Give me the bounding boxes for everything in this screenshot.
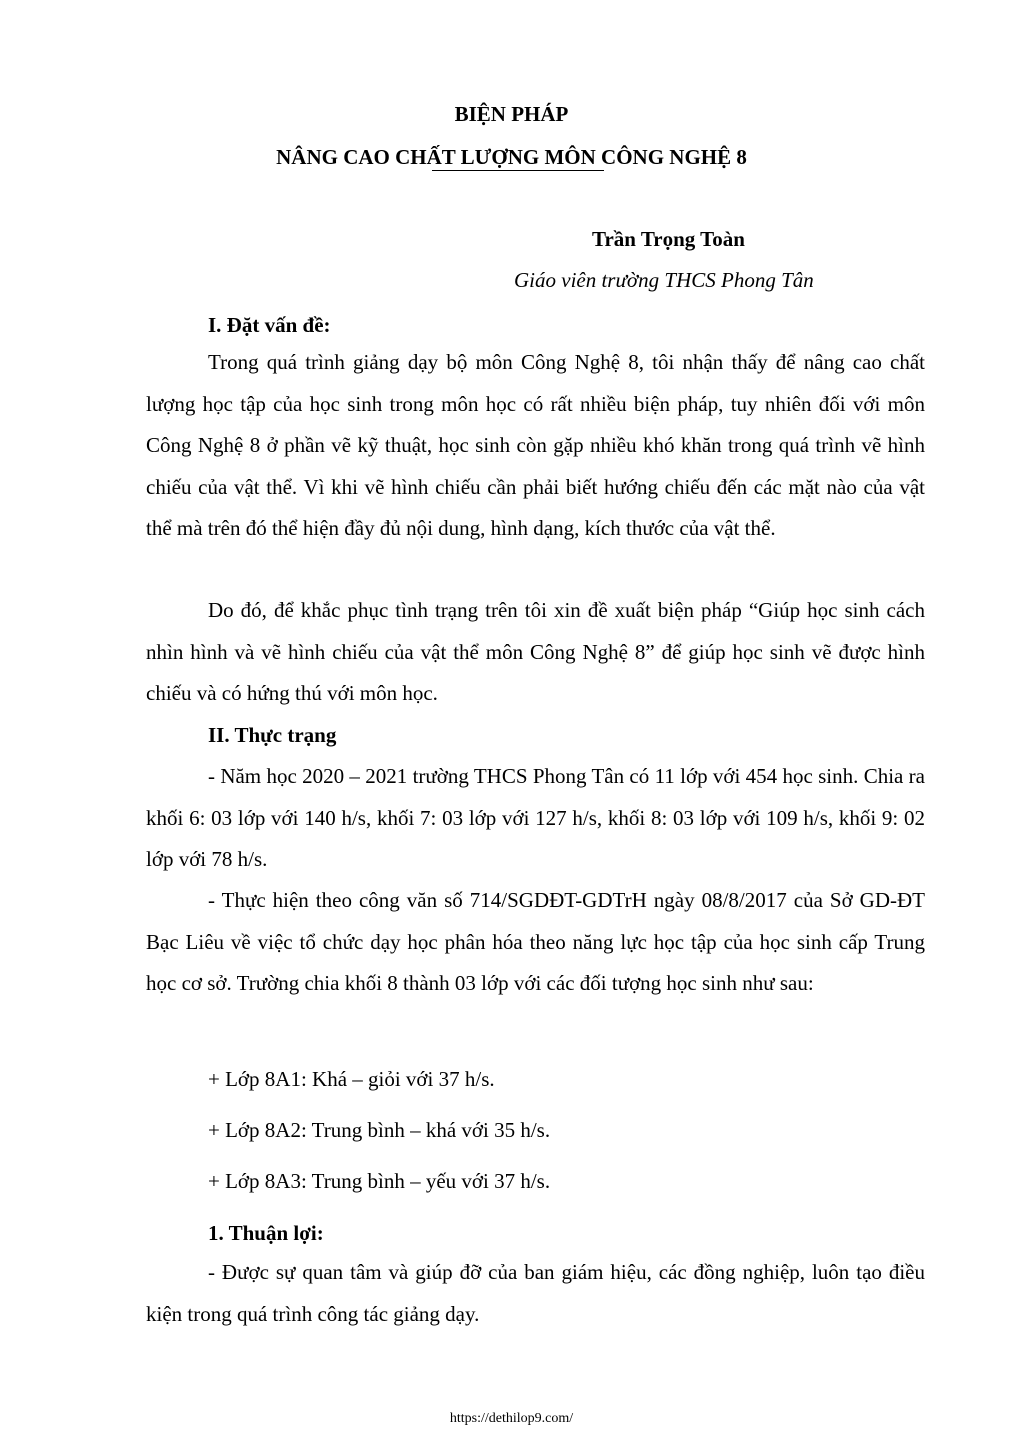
intro-paragraph-1: Trong quá trình giảng dạy bộ môn Công Nghệ 8, tôi nhận thấy để nâng cao chất lượng học tập của học sinh trong môn học có rất nhiều biện pháp, tuy nhiên đối với môn Công Nghệ 8 ở phần vẽ kỹ thuật, học sinh còn gặp nhiều khó khăn trong quá trình vẽ hình chiếu của vật thể. Vì khi vẽ hình chiếu cần phải biết hướng chiếu đến các mặt nào của vật thể mà trên đó thể hiện đầy đủ nội dung, hình dạng, kích thước của vật thể.	[146, 350, 925, 541]
class-item-8a2: + Lớp 8A2: Trung bình – khá với 35 h/s.	[208, 1118, 551, 1142]
section-heading-intro: I. Đặt vấn đề:	[208, 313, 331, 337]
author-name: Trần Trọng Toàn	[592, 227, 745, 251]
status-paragraph-2: - Thực hiện theo công văn số 714/SGDĐT-GDTrH ngày 08/8/2017 của Sở GD-ĐT Bạc Liêu về việc tổ chức dạy học phân hóa theo năng lực học tập của học sinh cấp Trung học cơ sở. Trường chia khối 8 thành 03 lớp với các đối tượng học sinh như sau:	[146, 888, 925, 996]
doc-title-line2: NÂNG CAO CHẤT LƯỢNG MÔN CÔNG NGHỆ 8	[276, 145, 747, 169]
author-affiliation: Giáo viên trường THCS Phong Tân	[514, 268, 814, 292]
class-item-8a1: + Lớp 8A1: Khá – giỏi với 37 h/s.	[208, 1067, 495, 1091]
status-paragraph-1: - Năm học 2020 – 2021 trường THCS Phong Tân có 11 lớp với 454 học sinh. Chia ra khối 6: 03 lớp với 140 h/s, khối 7: 03 lớp với 127 h/s, khối 8: 03 lớp với 109 h/s, khối 9: 02 lớp với 78 h/s.	[146, 764, 925, 872]
title-underline	[432, 170, 604, 171]
class-item-8a3: + Lớp 8A3: Trung bình – yếu với 37 h/s.	[208, 1169, 551, 1193]
subsection-heading-advantages: 1. Thuận lợi:	[208, 1221, 324, 1245]
intro-paragraph-2: Do đó, để khắc phục tình trạng trên tôi xin đề xuất biện pháp “Giúp học sinh cách nhìn hình và vẽ hình chiếu của vật thể môn Công Nghệ 8” để giúp học sinh vẽ được hình chiếu và có hứng thú với môn học.	[146, 598, 925, 706]
doc-title-line1: BIỆN PHÁP	[454, 102, 569, 126]
footer-url: https://dethilop9.com/	[449, 1411, 574, 1426]
advantages-paragraph-1: - Được sự quan tâm và giúp đỡ của ban giám hiệu, các đồng nghiệp, luôn tạo điều kiện trong quá trình công tác giảng dạy.	[146, 1260, 925, 1326]
section-heading-status: II. Thực trạng	[208, 723, 337, 747]
